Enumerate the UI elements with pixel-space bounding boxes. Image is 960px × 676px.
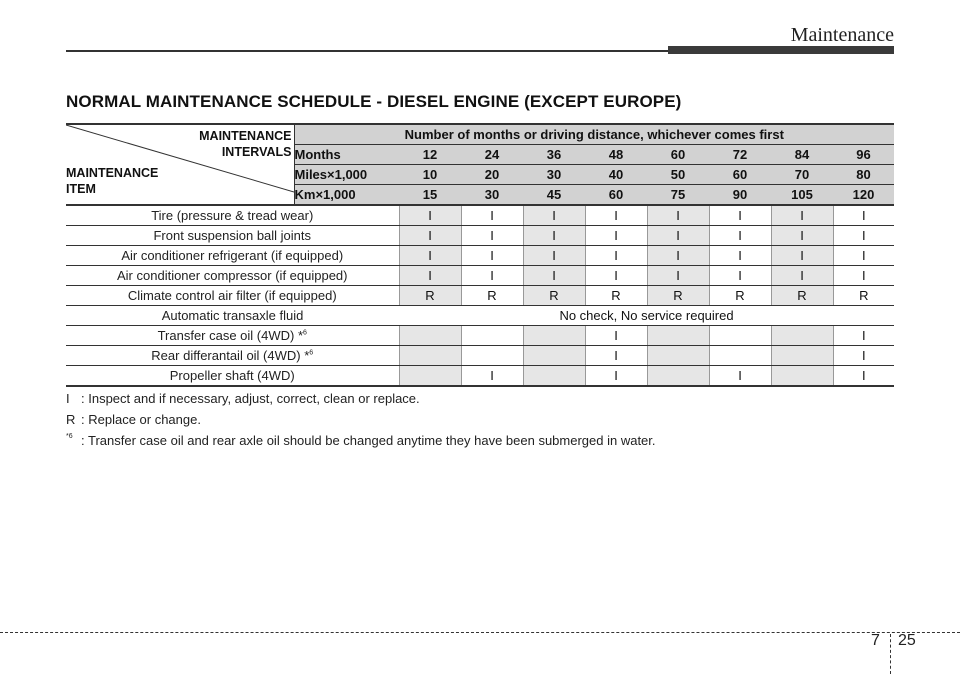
schedule-cell: I [399,246,461,266]
corner-item-label: MAINTENANCE ITEM [66,166,159,196]
legend-notes [66,388,656,451]
footer-separator [890,634,891,674]
interval-unit: Months [294,145,399,165]
schedule-cell: I [399,226,461,246]
schedule-cell: R [585,286,647,306]
schedule-cell [771,366,833,387]
interval-value: 10 [399,165,461,185]
schedule-cell: I [709,266,771,286]
schedule-cell: I [461,366,523,387]
table-row [66,366,894,387]
schedule-cell: I [399,205,461,226]
schedule-cell: R [399,286,461,306]
schedule-cell: I [771,205,833,226]
top-header: Number of months or driving distance, whichever comes first [294,124,894,145]
note-inspect: I : Inspect and if necessary, adjust, correct, clean or replace. [66,391,420,406]
interval-value: 15 [399,185,461,206]
section-title: Maintenance [790,24,894,46]
schedule-cell [523,346,585,366]
corner-intervals-label: MAINTENANCE INTERVALS [199,129,292,159]
schedule-cell: I [461,246,523,266]
schedule-cell: I [585,366,647,387]
schedule-cell: I [399,266,461,286]
page-title: NORMAL MAINTENANCE SCHEDULE - DIESEL ENGINE (EXCEPT EUROPE) [66,92,682,111]
schedule-cell: I [833,266,894,286]
interval-value: 60 [585,185,647,206]
schedule-cell: R [833,286,894,306]
chapter-number: 7 [871,632,880,649]
interval-value: 84 [771,145,833,165]
interval-value: 40 [585,165,647,185]
schedule-cell [523,326,585,346]
schedule-cell: R [461,286,523,306]
schedule-cell [523,366,585,387]
table-row [66,286,894,306]
interval-unit: Miles×1,000 [294,165,399,185]
schedule-cell [647,366,709,387]
schedule-cell: I [585,246,647,266]
schedule-cell: I [647,205,709,226]
note-replace: R : Replace or change. [66,412,201,427]
schedule-cell: R [709,286,771,306]
schedule-cell [399,366,461,387]
schedule-cell: I [709,205,771,226]
table-row [66,226,894,246]
schedule-cell: R [523,286,585,306]
schedule-cell: I [461,266,523,286]
schedule-cell: I [833,366,894,387]
interval-value: 120 [833,185,894,206]
schedule-cell: I [585,346,647,366]
page-number: 25 [898,632,916,649]
interval-value: 75 [647,185,709,206]
schedule-cell: I [833,326,894,346]
interval-value: 105 [771,185,833,206]
schedule-cell: I [523,226,585,246]
maintenance-item: Tire (pressure & tread wear) [66,205,399,226]
schedule-cell: I [585,266,647,286]
table-row [66,266,894,286]
schedule-cell: I [709,246,771,266]
schedule-cell: I [461,205,523,226]
schedule-cell [399,326,461,346]
interval-value: 24 [461,145,523,165]
schedule-cell [647,346,709,366]
schedule-cell: I [709,366,771,387]
table-row [66,246,894,266]
interval-value: 12 [399,145,461,165]
footer-rule [0,632,960,633]
table-row [66,205,894,226]
schedule-cell [461,326,523,346]
schedule-cell: I [647,226,709,246]
interval-value: 90 [709,185,771,206]
interval-unit: Km×1,000 [294,185,399,206]
schedule-cell: I [585,205,647,226]
schedule-cell [399,346,461,366]
schedule-cell [709,326,771,346]
schedule-cell [771,326,833,346]
interval-value: 20 [461,165,523,185]
interval-value: 72 [709,145,771,165]
table-row [66,306,894,326]
maintenance-item: Air conditioner compressor (if equipped) [66,266,399,286]
schedule-cell: I [585,226,647,246]
header-tab [668,46,894,54]
maintenance-item: Front suspension ball joints [66,226,399,246]
maintenance-item: Rear differantail oil (4WD) *$^6$ [66,346,399,366]
schedule-cell: I [771,226,833,246]
table-corner-header [66,124,294,205]
table-row [66,326,894,346]
interval-value: 50 [647,165,709,185]
schedule-cell: I [647,266,709,286]
schedule-cell: I [833,205,894,226]
schedule-cell: I [461,226,523,246]
schedule-cell: I [523,246,585,266]
schedule-cell: R [771,286,833,306]
schedule-cell: I [771,266,833,286]
schedule-cell [647,326,709,346]
schedule-cell: I [833,226,894,246]
interval-value: 30 [461,185,523,206]
schedule-cell: I [523,205,585,226]
schedule-cell: I [585,326,647,346]
table-row [66,346,894,366]
interval-value: 96 [833,145,894,165]
maintenance-item: Propeller shaft (4WD) [66,366,399,387]
interval-value: 80 [833,165,894,185]
schedule-cell: R [647,286,709,306]
schedule-cell: I [647,246,709,266]
interval-value: 48 [585,145,647,165]
note-submerged: $^{*6}$ : Transfer case oil and rear axle oil should be changed anytime they have been submerged in water. [66,433,656,448]
interval-value: 60 [709,165,771,185]
schedule-cell [461,346,523,366]
maintenance-table [66,123,894,387]
maintenance-item: Automatic transaxle fluid [66,306,399,326]
interval-value: 60 [647,145,709,165]
schedule-cell [771,346,833,366]
schedule-cell [709,346,771,366]
interval-value: 36 [523,145,585,165]
maintenance-item: Climate control air filter (if equipped) [66,286,399,306]
maintenance-item: Air conditioner refrigerant (if equipped) [66,246,399,266]
no-service-cell: No check, No service required [399,306,894,326]
schedule-cell: I [771,246,833,266]
interval-value: 30 [523,165,585,185]
interval-value: 70 [771,165,833,185]
schedule-cell: I [523,266,585,286]
interval-value: 45 [523,185,585,206]
maintenance-item: Transfer case oil (4WD) *$^6$ [66,326,399,346]
schedule-cell: I [833,346,894,366]
schedule-cell: I [833,246,894,266]
schedule-cell: I [709,226,771,246]
